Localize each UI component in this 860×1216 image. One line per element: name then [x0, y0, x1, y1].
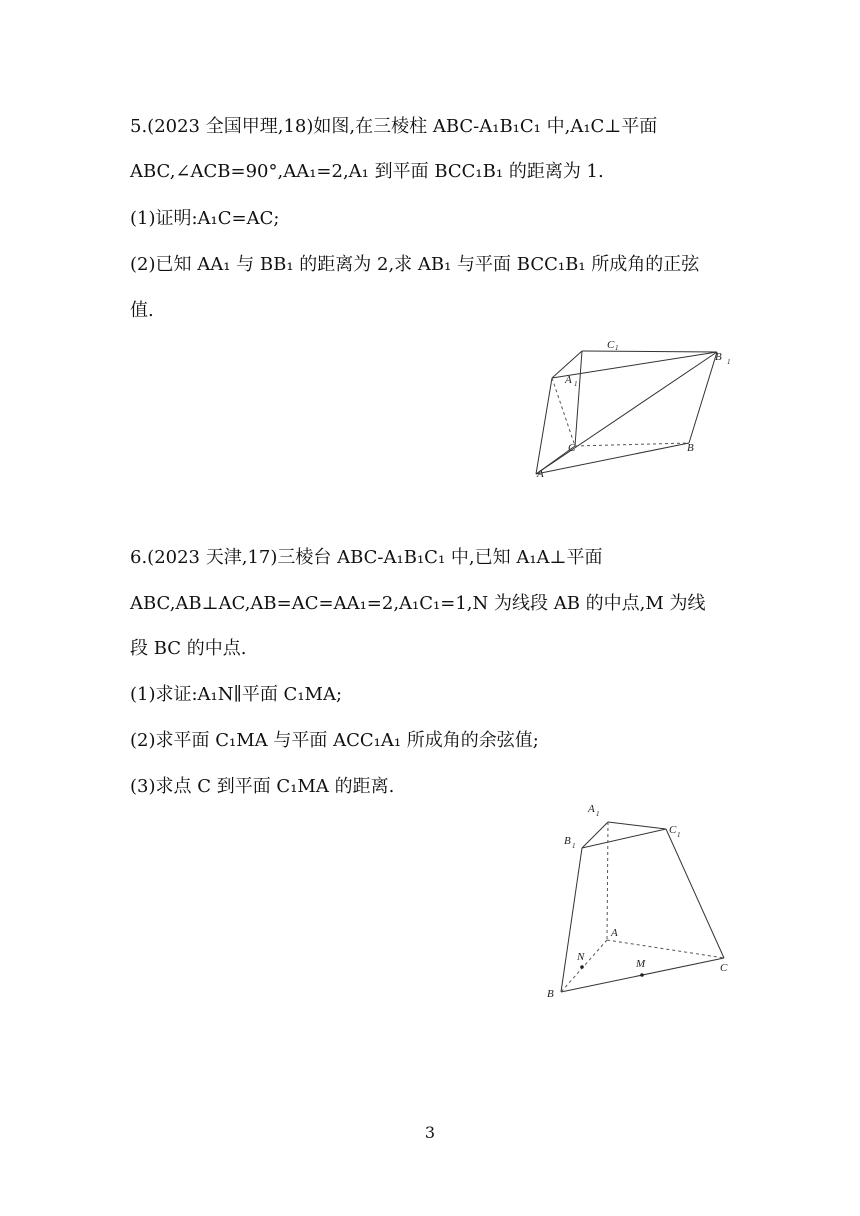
- label-B: B: [687, 442, 694, 454]
- point-N: [580, 965, 584, 969]
- problem6-part3: (3)求点 C 到平面 C₁MA 的距离.: [130, 776, 395, 797]
- prism-figure: [530, 330, 740, 494]
- problem5-part1: (1)证明:A₁C=AC;: [130, 208, 280, 229]
- label-B1: B: [564, 835, 571, 847]
- label-C1: C: [669, 824, 677, 836]
- point-M: [640, 973, 644, 977]
- label-C1: C: [607, 339, 615, 351]
- page-number: 3: [424, 1123, 436, 1142]
- problem5-part2-cont: 值.: [130, 300, 154, 321]
- label-A1-sub: 1: [596, 810, 600, 818]
- label-M: M: [636, 958, 646, 970]
- label-B1: B: [715, 351, 722, 363]
- label-C: C: [720, 962, 728, 974]
- problem6-part1: (1)求证:A₁N∥平面 C₁MA;: [130, 684, 343, 705]
- problem6-part2: (2)求平面 C₁MA 与平面 ACC₁A₁ 所成角的余弦值;: [130, 730, 539, 751]
- frustum-figure: [540, 800, 740, 1009]
- problem5-part2: (2)已知 AA₁ 与 BB₁ 的距离为 2,求 AB₁ 与平面 BCC₁B₁ 所成角的正弦: [130, 254, 700, 275]
- label-A: A: [537, 468, 544, 480]
- label-B: B: [547, 988, 554, 1000]
- problem6-line2: ABC,AB⊥AC,AB=AC=AA₁=2,A₁C₁=1,N 为线段 AB 的中点,M 为线: [130, 593, 706, 614]
- label-A: A: [611, 927, 618, 939]
- problem5-line2: ABC,∠ACB=90°,AA₁=2,A₁ 到平面 BCC₁B₁ 的距离为 1.: [130, 161, 604, 182]
- label-A1: A: [565, 374, 572, 386]
- label-A1-sub: 1: [574, 380, 578, 388]
- problem6-line3: 段 BC 的中点.: [130, 638, 247, 659]
- label-B1-sub: 1: [727, 358, 731, 366]
- problem5-line1: 5.(2023 全国甲理,18)如图,在三棱柱 ABC-A₁B₁C₁ 中,A₁C⊥平面: [130, 116, 658, 137]
- label-A1: A: [588, 803, 595, 815]
- label-C: C: [568, 442, 576, 454]
- label-N: N: [577, 951, 585, 963]
- label-B1-sub: 1: [572, 842, 576, 850]
- label-C1-sub: 1: [677, 831, 681, 839]
- label-C1-sub: 1: [615, 344, 619, 352]
- problem6-line1: 6.(2023 天津,17)三棱台 ABC-A₁B₁C₁ 中,已知 A₁A⊥平面: [130, 547, 603, 568]
